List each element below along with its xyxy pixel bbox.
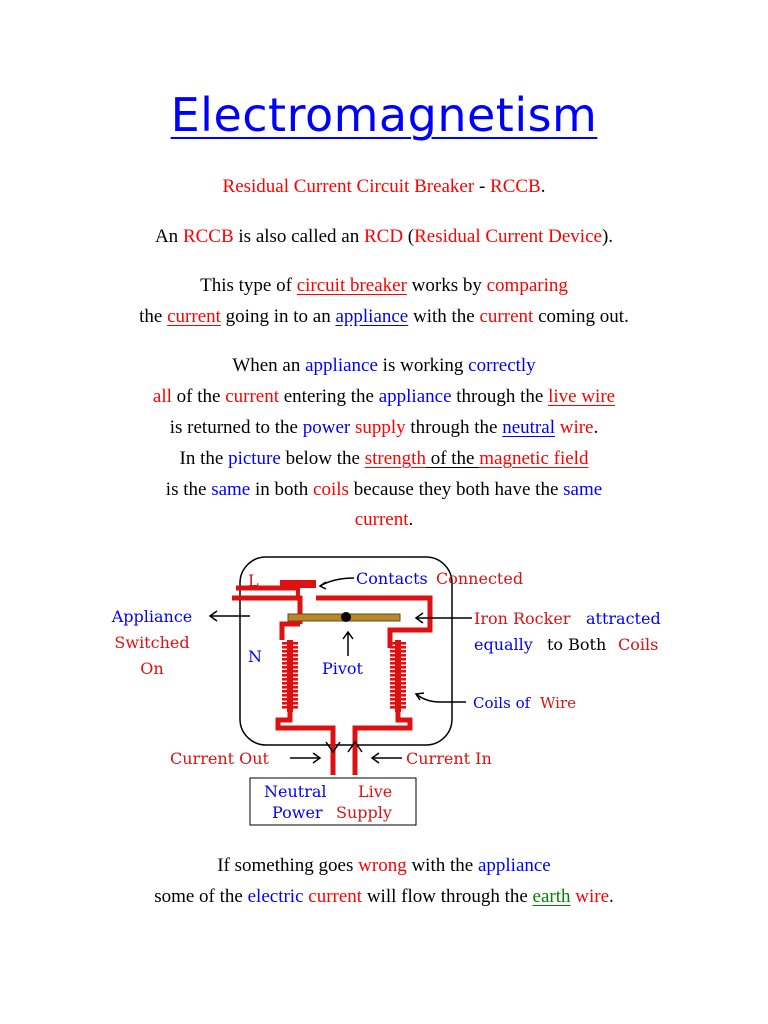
live-coil-feed xyxy=(316,598,430,648)
text-run: coming out. xyxy=(533,306,629,327)
wire-label: Wire xyxy=(540,694,576,712)
text-line-4 xyxy=(0,306,768,328)
iron-rocker-label: Iron Rocker xyxy=(474,609,571,628)
coil-turn xyxy=(282,642,298,645)
coil-turn xyxy=(390,690,406,693)
live-supply-label: Live xyxy=(358,782,393,801)
text-run: of the xyxy=(171,386,226,407)
neutral-label: N xyxy=(248,647,262,666)
text-run: current xyxy=(167,306,221,327)
coil-turn xyxy=(282,646,298,649)
text-run: magnetic field xyxy=(479,448,589,469)
text-run: with the xyxy=(408,306,480,327)
coils-arrow xyxy=(416,694,466,702)
power-label: Power xyxy=(272,803,323,822)
text-run: . xyxy=(540,176,546,197)
coil-turn xyxy=(282,702,298,705)
text-run: wire xyxy=(575,886,610,907)
text-run: earth xyxy=(532,886,571,907)
text-run: wrong xyxy=(358,855,407,876)
connected-label: Connected xyxy=(436,569,524,588)
coil-turn xyxy=(282,678,298,681)
left-coil xyxy=(282,640,298,712)
text-run: is returned to the xyxy=(169,417,303,438)
text-line-7 xyxy=(0,417,768,439)
coil-turn xyxy=(282,686,298,689)
coil-turn xyxy=(390,642,406,645)
coil-turn xyxy=(282,658,298,661)
text-run: current xyxy=(354,509,409,530)
text-run: When an xyxy=(232,355,306,376)
page-title: Electromagnetism xyxy=(170,88,598,142)
text-run: RCCB xyxy=(182,226,234,247)
text-run: because they both have the xyxy=(348,479,564,500)
text-run: same xyxy=(563,479,603,500)
right-coil xyxy=(390,640,406,712)
coil-turn xyxy=(390,686,406,689)
coil-turn xyxy=(390,670,406,673)
coils-of-label: Coils of xyxy=(473,694,531,712)
rccb-diagram xyxy=(90,548,680,830)
coil-turn xyxy=(390,694,406,697)
text-line-11 xyxy=(0,855,768,877)
text-run: with the xyxy=(406,855,478,876)
text-run: appliance xyxy=(335,306,409,327)
text-line-9 xyxy=(0,479,768,501)
on-label: On xyxy=(140,659,164,678)
text-run: is the xyxy=(165,479,212,500)
text-run: all xyxy=(152,386,172,407)
text-run: An xyxy=(154,226,183,247)
text-line-3 xyxy=(0,275,768,297)
text-run: comparing xyxy=(486,275,568,296)
text-run: ( xyxy=(403,226,415,247)
text-run: Residual Current Device xyxy=(414,226,602,247)
text-run: neutral xyxy=(502,417,555,438)
text-run: through the xyxy=(405,417,503,438)
current-out-label: Current Out xyxy=(170,749,269,768)
text-line-8 xyxy=(0,448,768,470)
coil-turn xyxy=(282,698,298,701)
text-run: In the xyxy=(179,448,229,469)
text-run: some of the xyxy=(154,886,248,907)
text-run: current xyxy=(308,886,363,907)
text-run: current xyxy=(225,386,279,407)
supply-label: Supply xyxy=(336,803,392,822)
text-run: - xyxy=(474,176,491,197)
text-run: . xyxy=(408,509,414,530)
switched-label: Switched xyxy=(114,633,190,652)
neutral-return xyxy=(278,710,333,775)
text-line-12 xyxy=(0,886,768,908)
text-run: correctly xyxy=(468,355,536,376)
text-run: is also called an xyxy=(233,226,364,247)
coil-turn xyxy=(282,654,298,657)
coil-turn xyxy=(390,698,406,701)
text-run: below the xyxy=(280,448,365,469)
text-run: RCCB xyxy=(490,176,541,197)
coil-turn xyxy=(282,694,298,697)
text-run: of the xyxy=(425,448,480,469)
coil-turn xyxy=(282,666,298,669)
text-run: Residual Current Circuit Breaker xyxy=(222,176,475,197)
text-run: wire xyxy=(559,417,594,438)
coil-turn xyxy=(282,650,298,653)
appliance-label: Appliance xyxy=(111,607,193,626)
text-run: . xyxy=(609,886,614,907)
text-line-1 xyxy=(0,176,768,198)
live-supply xyxy=(355,710,410,775)
text-run: appliance xyxy=(305,355,378,376)
text-run: appliance xyxy=(378,386,452,407)
text-run: entering the xyxy=(279,386,379,407)
text-run: same xyxy=(211,479,251,500)
text-line-6 xyxy=(0,386,768,408)
pivot-point xyxy=(341,612,351,622)
attracted-label: attracted xyxy=(586,609,661,628)
coil-turn xyxy=(390,706,406,709)
coils-label: Coils xyxy=(618,635,659,654)
to-both-label: to Both xyxy=(547,635,607,654)
coil-turn xyxy=(390,662,406,665)
text-run: supply xyxy=(354,417,406,438)
text-run: will flow through the xyxy=(362,886,533,907)
neutral-supply-label: Neutral xyxy=(264,782,327,801)
text-run: the xyxy=(139,306,168,327)
live-label: L xyxy=(248,571,259,590)
coil-turn xyxy=(390,674,406,677)
contacts-arrow-head xyxy=(320,582,326,589)
text-run: . xyxy=(593,417,599,438)
coil-turn xyxy=(390,650,406,653)
text-run: RCD xyxy=(363,226,404,247)
text-run: circuit breaker xyxy=(296,275,407,296)
moving-contact xyxy=(280,580,316,588)
contacts-label: Contacts xyxy=(356,569,428,588)
text-run: power xyxy=(302,417,351,438)
text-run: through the xyxy=(451,386,549,407)
coil-turn xyxy=(390,658,406,661)
coil-turn xyxy=(282,662,298,665)
text-run: This type of xyxy=(200,275,297,296)
current-in-label: Current In xyxy=(406,749,492,768)
coil-turn xyxy=(282,674,298,677)
text-run: is working xyxy=(377,355,469,376)
text-line-5 xyxy=(0,355,768,377)
text-run: electric xyxy=(247,886,304,907)
text-run: ). xyxy=(601,226,614,247)
neutral-coil-feed xyxy=(282,624,300,640)
text-run: appliance xyxy=(477,855,551,876)
text-run: coils xyxy=(313,479,349,500)
text-run: current xyxy=(479,306,534,327)
coil-turn xyxy=(282,682,298,685)
text-run: If something goes xyxy=(217,855,359,876)
pivot-label: Pivot xyxy=(322,659,363,678)
text-run: works by xyxy=(406,275,487,296)
coil-turn xyxy=(390,682,406,685)
coil-turn xyxy=(390,654,406,657)
text-run: going in to an xyxy=(220,306,336,327)
coil-turn xyxy=(282,706,298,709)
coil-turn xyxy=(390,702,406,705)
coil-turn xyxy=(390,666,406,669)
coil-turn xyxy=(390,646,406,649)
coil-turn xyxy=(282,670,298,673)
text-line-2 xyxy=(0,226,768,248)
text-run: strength xyxy=(364,448,426,469)
text-run: live wire xyxy=(548,386,616,407)
equally-label: equally xyxy=(474,635,533,654)
text-run: picture xyxy=(228,448,281,469)
coil-turn xyxy=(390,678,406,681)
text-line-10 xyxy=(0,509,768,531)
coil-turn xyxy=(282,690,298,693)
text-run: in both xyxy=(250,479,314,500)
